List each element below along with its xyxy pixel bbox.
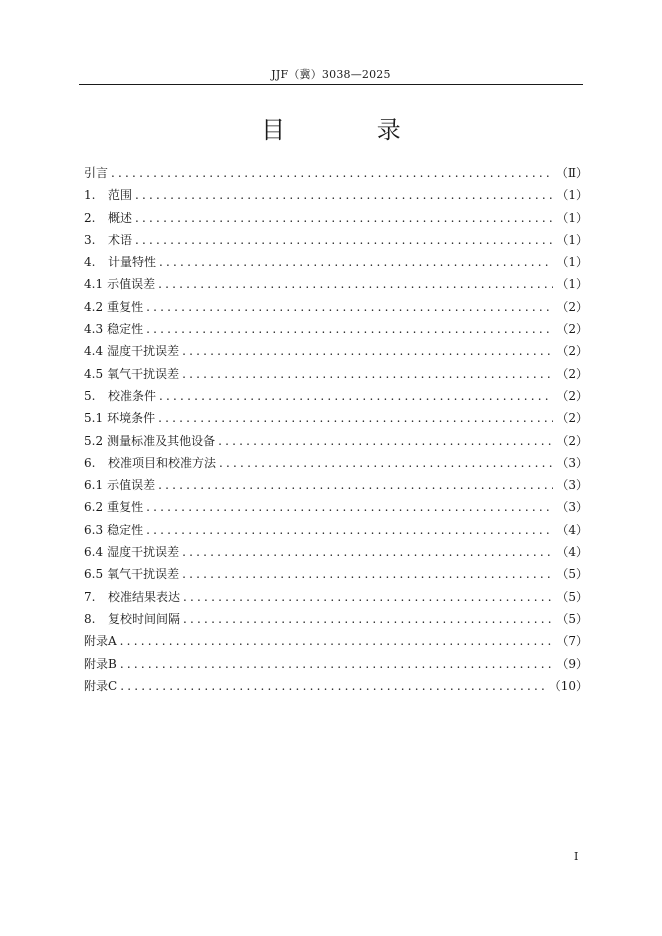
toc-leader-dots <box>120 630 554 652</box>
toc-entry-4-3[interactable] <box>84 318 588 340</box>
toc-entry-number: 4.2 <box>84 299 104 314</box>
toc-entry-number: 1. <box>84 188 96 203</box>
toc-entry-number: 4.1 <box>84 277 104 292</box>
toc-entry-label: 复校时间间隔 <box>108 611 181 626</box>
toc-leader-dots <box>120 675 546 697</box>
toc-leader-dots <box>146 496 553 518</box>
toc-entry-page: （5） <box>556 567 588 582</box>
toc-entry-appendix-a[interactable] <box>84 630 588 652</box>
toc-entry-number: 6.3 <box>84 522 104 537</box>
toc-leader-dots <box>146 296 553 318</box>
toc-leader-dots <box>159 251 553 273</box>
toc-entry-number: 6. <box>84 455 96 470</box>
toc-entry-label: 氧气干扰误差 <box>107 366 180 381</box>
toc-leader-dots <box>183 608 553 630</box>
toc-entry-4-4[interactable] <box>84 340 588 362</box>
toc-entry-page: （1） <box>556 232 588 247</box>
toc-entry-page: （4） <box>556 522 588 537</box>
page-title: 目 录 <box>261 116 443 144</box>
toc-entry-1[interactable] <box>84 184 588 206</box>
toc-entry-label: 附录A <box>84 634 117 649</box>
toc-entry-label: 引言 <box>84 166 109 180</box>
toc-entry-introduction[interactable] <box>84 162 588 184</box>
toc-entry-6-3[interactable] <box>84 519 588 541</box>
toc-leader-dots <box>135 229 553 251</box>
toc-leader-dots <box>182 340 553 362</box>
toc-leader-dots <box>218 430 553 452</box>
toc-leader-dots <box>219 452 553 474</box>
toc-entry-3[interactable] <box>84 229 588 251</box>
toc-leader-dots <box>159 385 553 407</box>
toc-entry-label: 湿度干扰误差 <box>107 545 180 560</box>
toc-entry-page: （9） <box>556 656 588 671</box>
toc-entry-page: （5） <box>556 589 588 604</box>
toc-entry-number: 3. <box>84 232 96 247</box>
toc-entry-page: （2） <box>556 322 588 337</box>
toc-entry-page: （10） <box>548 678 588 693</box>
toc-entry-label: 概述 <box>108 210 133 225</box>
toc-entry-number: 4.3 <box>84 322 104 337</box>
toc-entry-6-5[interactable] <box>84 563 588 585</box>
toc-entry-5-1[interactable] <box>84 407 588 429</box>
toc-entry-number: 6.2 <box>84 500 104 515</box>
toc-entry-label: 重复性 <box>107 500 144 515</box>
toc-leader-dots <box>182 363 553 385</box>
toc-leader-dots <box>146 519 553 541</box>
toc-entry-6[interactable] <box>84 452 588 474</box>
toc-entry-page: （5） <box>556 611 588 626</box>
toc-entry-label: 稳定性 <box>107 322 144 337</box>
toc-entry-appendix-c[interactable] <box>84 675 588 697</box>
toc-entry-page: （7） <box>556 634 588 649</box>
toc-entry-number: 7. <box>84 589 96 604</box>
toc-entry-page: （4） <box>556 545 588 560</box>
toc-entry-page: （2） <box>556 299 588 314</box>
toc-entry-number: 5.2 <box>84 433 104 448</box>
toc-entry-page: （1） <box>556 255 588 270</box>
toc-entry-label: 示值误差 <box>107 478 156 493</box>
table-of-contents <box>84 162 588 697</box>
toc-entry-7[interactable] <box>84 586 588 608</box>
toc-entry-number: 4.4 <box>84 344 104 359</box>
toc-entry-label: 稳定性 <box>107 522 144 537</box>
toc-leader-dots <box>158 273 553 295</box>
toc-entry-6-4[interactable] <box>84 541 588 563</box>
toc-entry-page: （2） <box>556 344 588 359</box>
toc-entry-number: 6.4 <box>84 545 104 560</box>
toc-entry-page: （2） <box>556 366 588 381</box>
toc-entry-label: 校准条件 <box>108 388 157 403</box>
toc-entry-number: 5. <box>84 388 96 403</box>
document-code-header: JJF（冀）3038—2025 <box>271 68 391 81</box>
toc-entry-number: 6.5 <box>84 567 104 582</box>
toc-entry-label: 示值误差 <box>107 277 156 292</box>
toc-leader-dots <box>135 184 553 206</box>
toc-entry-6-1[interactable] <box>84 474 588 496</box>
toc-leader-dots <box>183 586 553 608</box>
header-divider <box>79 84 583 85</box>
toc-leader-dots <box>158 407 553 429</box>
toc-entry-2[interactable] <box>84 207 588 229</box>
toc-entry-4-5[interactable] <box>84 363 588 385</box>
toc-entry-label: 校准结果表达 <box>108 589 181 604</box>
toc-entry-number: 8. <box>84 611 96 626</box>
toc-entry-label: 湿度干扰误差 <box>107 344 180 359</box>
toc-entry-label: 附录C <box>84 678 118 693</box>
toc-entry-page: （3） <box>556 455 588 470</box>
toc-entry-page: （2） <box>556 433 588 448</box>
toc-entry-6-2[interactable] <box>84 496 588 518</box>
toc-entry-4[interactable] <box>84 251 588 273</box>
toc-leader-dots <box>146 318 553 340</box>
toc-leader-dots <box>158 474 553 496</box>
toc-entry-4-2[interactable] <box>84 296 588 318</box>
toc-entry-label: 氧气干扰误差 <box>107 567 180 582</box>
toc-entry-page: （1） <box>556 188 588 203</box>
toc-entry-number: 2. <box>84 210 96 225</box>
toc-entry-5[interactable] <box>84 385 588 407</box>
toc-leader-dots <box>182 541 553 563</box>
toc-entry-appendix-b[interactable] <box>84 653 588 675</box>
toc-entry-page: （3） <box>556 478 588 493</box>
toc-entry-label: 计量特性 <box>108 255 157 270</box>
toc-entry-page: （2） <box>556 411 588 426</box>
toc-entry-page: （3） <box>556 500 588 515</box>
toc-entry-page: （Ⅱ） <box>555 166 588 180</box>
toc-entry-8[interactable] <box>84 608 588 630</box>
toc-entry-number: 4. <box>84 255 96 270</box>
toc-entry-page: （2） <box>556 388 588 403</box>
toc-entry-page: （1） <box>556 210 588 225</box>
toc-leader-dots <box>111 162 553 184</box>
toc-entry-4-1[interactable] <box>84 273 588 295</box>
toc-entry-label: 校准项目和校准方法 <box>108 455 217 470</box>
toc-entry-page: （1） <box>556 277 588 292</box>
page-number: I <box>574 850 579 863</box>
toc-leader-dots <box>135 207 553 229</box>
toc-entry-label: 范围 <box>108 188 133 203</box>
toc-entry-number: 5.1 <box>84 411 104 426</box>
toc-leader-dots <box>120 653 554 675</box>
toc-entry-label: 术语 <box>108 232 133 247</box>
toc-leader-dots <box>182 563 553 585</box>
toc-entry-number: 4.5 <box>84 366 104 381</box>
toc-entry-label: 重复性 <box>107 299 144 314</box>
toc-entry-label: 环境条件 <box>107 411 156 426</box>
toc-entry-label: 测量标准及其他设备 <box>107 433 216 448</box>
toc-entry-label: 附录B <box>84 656 117 671</box>
toc-entry-5-2[interactable] <box>84 430 588 452</box>
toc-entry-number: 6.1 <box>84 478 104 493</box>
